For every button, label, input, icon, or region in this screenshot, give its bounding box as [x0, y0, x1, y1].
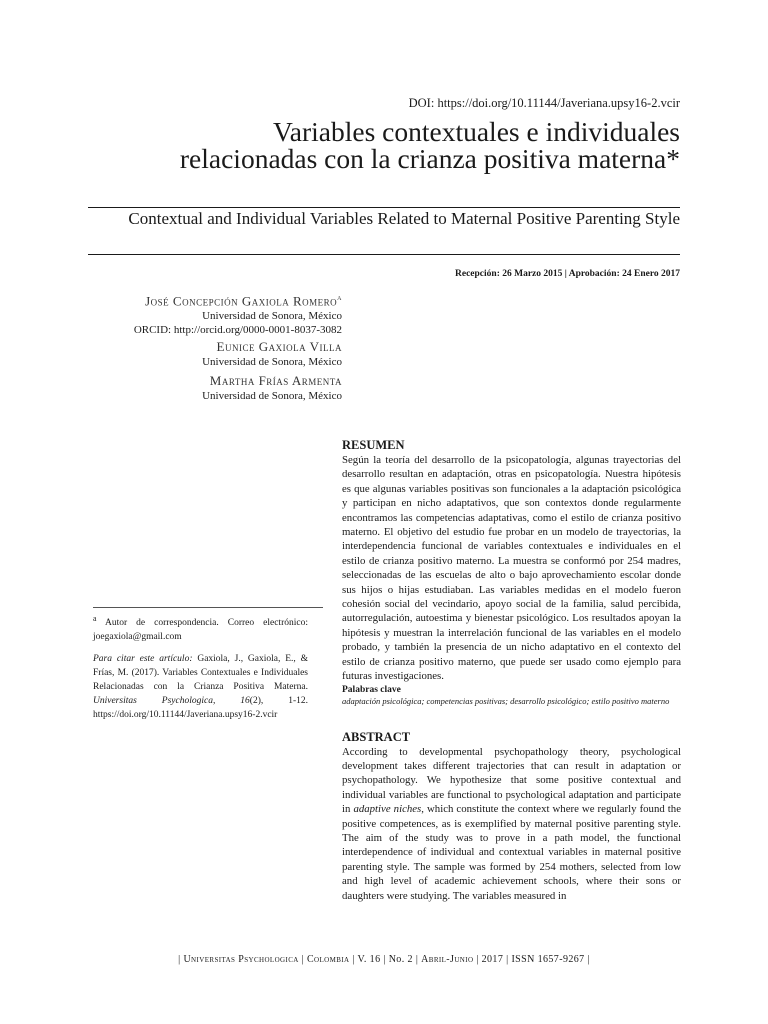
- doi-line[interactable]: DOI: https://doi.org/10.11144/Javeriana.upsy16-2.vcir: [408, 96, 680, 110]
- abstract-body: [342, 745, 681, 903]
- title-divider: [88, 207, 680, 208]
- footer-country: Colombia: [306, 954, 350, 965]
- subtitle-divider: [88, 254, 680, 255]
- author-1: [134, 293, 342, 337]
- page-footer: | Universitas Psychologica | Colombia | V. 16 | No. 2 | Abril-Junio | 2017 | ISSN 1657-9267 |: [178, 954, 590, 965]
- citation-note: [93, 652, 308, 722]
- author-mark: a: [337, 293, 342, 302]
- footer-issn: ISSN 1657-9267: [511, 954, 585, 965]
- author-name: José Concepción Gaxiola Romero: [145, 293, 338, 309]
- footer-journal: Universitas Psychologica: [183, 954, 299, 965]
- abstract-text-1: According to developmental psychopathology theory, psychological development takes different trajectories that can result in adaptation or psychopathology. We hypothesize that some positive contextual and individual variables are functional to psychological adaptation and participate in: [342, 745, 681, 816]
- citation-journal: Universitas Psychologica, 16: [93, 696, 250, 707]
- author-name: Martha Frías Armenta: [209, 373, 342, 388]
- footer-period: Abril-Junio: [421, 954, 474, 965]
- article-title: Variables contextuales e individuales relacionadas con la crianza positiva materna*: [179, 116, 680, 174]
- abstract-text-2: , which constitute the context where we regularly found the positive competences, as is exemplified by maternal positive parenting style. The aim of the study was to prove in a path model, the functional interdependence of individual and contextual variables in maternal positive parenting style. The sample was formed by 254 mothers, selected from low and high level of academic achievement schools, where their sons or daughters were studying. The variables measured in: [342, 803, 681, 902]
- author-orcid[interactable]: ORCID: http://orcid.org/0000-0001-8037-3082: [133, 324, 342, 337]
- author-name: Eunice Gaxiola Villa: [216, 339, 342, 354]
- author-affiliation: Universidad de Sonora, México: [202, 310, 342, 323]
- footer-year: 2017: [481, 954, 504, 965]
- abstract-heading: ABSTRACT: [342, 729, 411, 744]
- abstract-italic: adaptive niches: [353, 803, 422, 816]
- citation-text: Gaxiola, J., Gaxiola, E., & Frías, M. (2017). Variables Contextuales e Individuales Relacionadas con la Crianza Positiva Materna.: [93, 654, 308, 693]
- submission-dates: Recepción: 26 Marzo 2015 | Aprobación: 24 Enero 2017: [455, 269, 680, 279]
- resumen-heading: RESUMEN: [342, 438, 405, 452]
- author-affiliation: Universidad de Sonora, México: [202, 390, 342, 402]
- keywords: adaptación psicológica; competencias positivas; desarrollo psicológico; estilo positivo materno: [342, 695, 670, 706]
- article-subtitle: Contextual and Individual Variables Related to Maternal Positive Parenting Style: [128, 209, 680, 228]
- author-3: [202, 373, 342, 403]
- citation-lead: Para citar este artículo:: [93, 654, 193, 665]
- correspondence-note: [93, 612, 308, 644]
- footnotes: [93, 612, 308, 730]
- resumen-body: Según la teoría del desarrollo de la psicopatología, algunas trayectorias del desarrollo resultan en adaptación, otras en psicopatología. Nuestra hipótesis es que algunas variables positivas son funcionales a la adaptación psicológica y participan en nicho adaptativos, que son contextos donde regularmente encontramos las competencias adaptativas, como el estilo de crianza positivo materno. El objetivo del estudio fue probar en un modelo de trayectorias, la interdependencia funcional de variables contextuales e individuales en el estilo de crianza positivo materno. La muestra se conformó por 254 madres, seleccionadas de las escuelas de alto o bajo aprovechamiento escolar donde sus hijos o hijas estudiaban. Las variables medidas en el modelo fueron cohesión social del vecindario, apoyo social de la familia, salud percibida, autorregulación, autoestima y bienestar psicológico. Los resultados apoyan la hipótesis y muestran la interrelación funcional de las variables en el modelo probado, y también la presencia de un nicho adaptativo en el contexto del estilo de crianza positivo materno, que puede ser usado como ejemplo para futuras investigaciones.: [342, 454, 681, 683]
- correspondence-text[interactable]: Autor de correspondencia. Correo electrónico: joegaxiola@gmail.com: [93, 618, 308, 643]
- keywords-label: Palabras clave: [342, 684, 401, 695]
- footer-number: No. 2: [388, 954, 413, 965]
- correspondence-mark: a: [93, 614, 97, 623]
- author-2: [202, 339, 342, 369]
- footer-volume: V. 16: [357, 954, 381, 965]
- citation-details[interactable]: (2), 1-12. https://doi.org/10.11144/Javeriana.upsy16-2.vcir: [93, 696, 309, 721]
- abstract-column: [342, 438, 681, 903]
- author-affiliation: Universidad de Sonora, México: [202, 356, 342, 368]
- footnote-divider: [93, 607, 323, 608]
